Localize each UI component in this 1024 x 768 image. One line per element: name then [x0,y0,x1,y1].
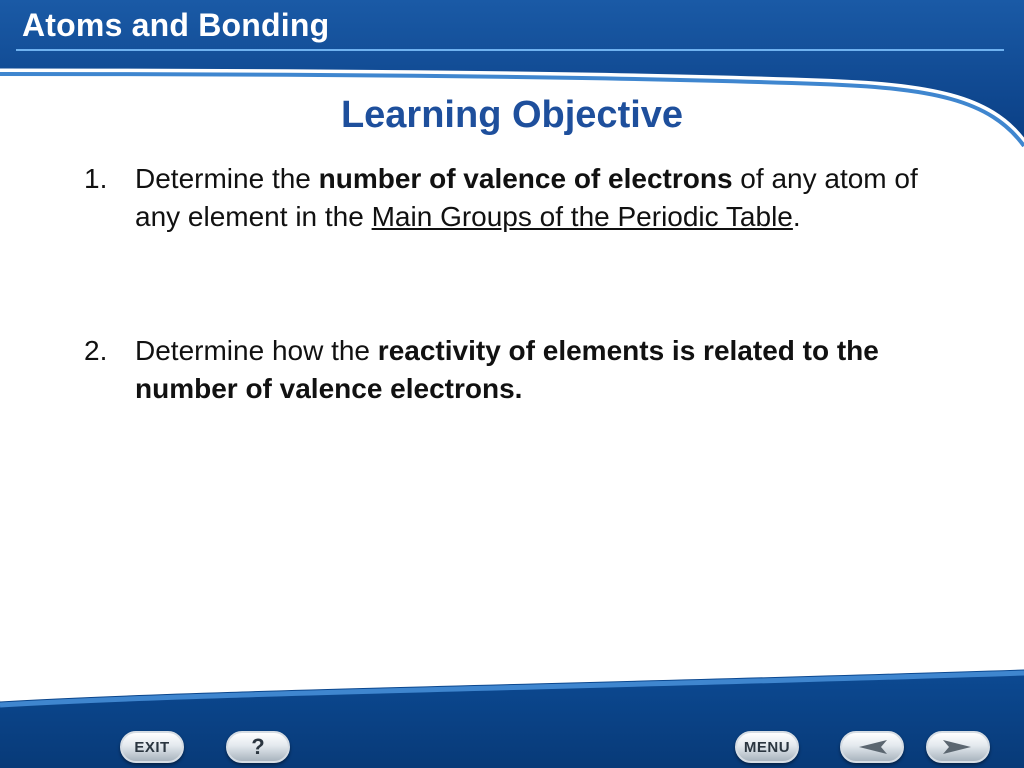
left-arrow-icon [855,738,889,756]
objective-item [84,332,924,408]
slide-title: Learning Objective [340,94,684,136]
objectives-list [84,160,924,408]
back-button[interactable] [840,731,904,763]
objective-number: 2. [84,335,108,366]
menu-label: MENU [743,738,791,756]
periodic-table-link[interactable]: Main Groups of the Periodic Table [371,201,793,232]
right-arrow-icon [941,738,975,756]
help-button[interactable] [226,731,290,763]
objective-text: of any atom of any element in the [135,163,918,232]
objective-item [84,160,924,236]
objective-text: Determine the [135,163,319,194]
objective-text: . [792,201,801,232]
objective-text: Determine how the [135,335,378,366]
exit-button[interactable] [120,731,184,763]
objective-emphasis: number of valence of electrons [318,163,733,194]
forward-button[interactable] [926,731,990,763]
header-title: Atoms and Bonding [22,7,330,43]
exit-label: EXIT [134,738,170,756]
objective-number: 1. [84,163,108,194]
help-label: ? [251,734,265,759]
objective-emphasis: reactivity of elements is related to the number of valence electrons. [135,335,879,404]
menu-button[interactable] [735,731,799,763]
